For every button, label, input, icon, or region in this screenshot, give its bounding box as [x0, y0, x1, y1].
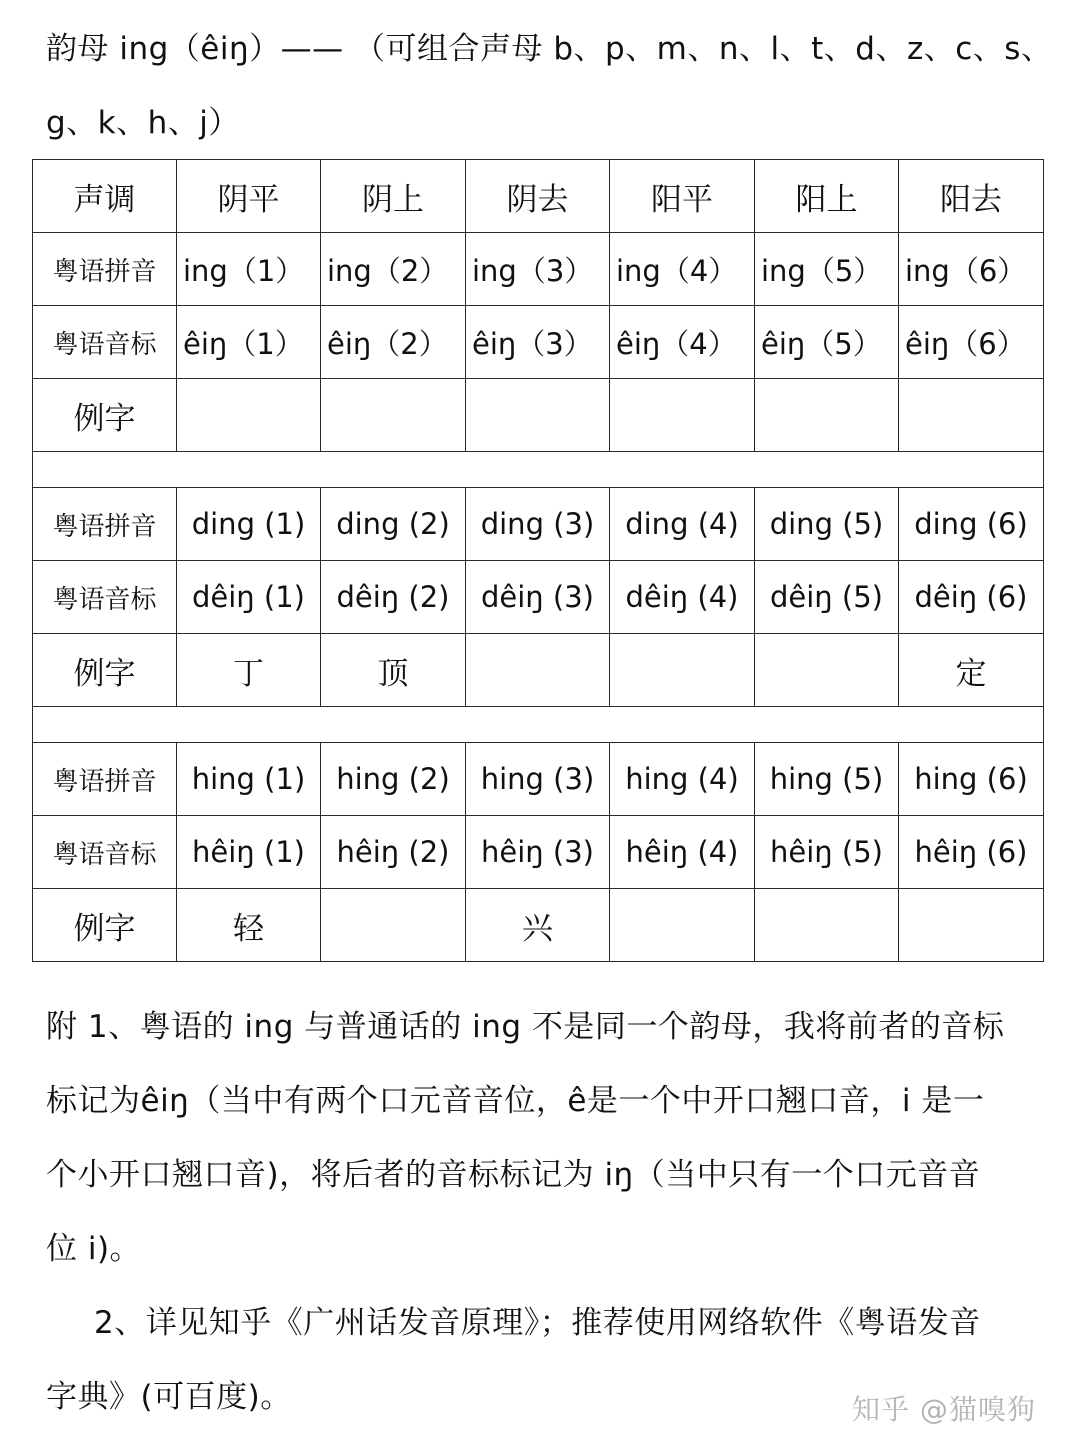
example-cell [755, 379, 899, 452]
table-row-example [33, 889, 1044, 962]
phonetic-cell: dêiŋ (6) [899, 561, 1044, 634]
example-cell: 兴 [466, 889, 610, 962]
example-cell [899, 889, 1044, 962]
row-label-phonetic: 粤语音标 [33, 816, 177, 889]
phonetic-cell: êiŋ（2） [321, 306, 466, 379]
phonetic-cell: hêiŋ (5) [755, 816, 899, 889]
example-cell [321, 379, 466, 452]
note-1-paragraph [46, 990, 1036, 1286]
table-row-example [33, 379, 1044, 452]
example-cell [466, 634, 610, 707]
table-row-phonetic [33, 306, 1044, 379]
pinyin-cell: hing (2) [321, 743, 466, 816]
example-cell [610, 634, 755, 707]
phonetic-cell: êiŋ（1） [177, 306, 321, 379]
example-cell: 顶 [321, 634, 466, 707]
example-cell [755, 634, 899, 707]
pinyin-cell: ing（6） [899, 233, 1044, 306]
row-label-pinyin: 粤语拼音 [33, 233, 177, 306]
pinyin-cell: ding (4) [610, 488, 755, 561]
example-cell [610, 889, 755, 962]
pinyin-cell: hing (3) [466, 743, 610, 816]
row-label-example: 例字 [33, 379, 177, 452]
note-1-line: 个小开口翘口音)，将后者的音标标记为 iŋ（当中只有一个口元音音 [46, 1157, 981, 1193]
row-label-phonetic: 粤语音标 [33, 561, 177, 634]
note-1-line: 标记为êiŋ（当中有两个口元音音位，ê是一个中开口翘口音，i 是一 [46, 1083, 985, 1119]
row-label-example: 例字 [33, 889, 177, 962]
example-cell [321, 889, 466, 962]
pinyin-cell: ing（2） [321, 233, 466, 306]
table-row-pinyin [33, 743, 1044, 816]
pinyin-cell: ding (3) [466, 488, 610, 561]
phonetic-cell: dêiŋ (4) [610, 561, 755, 634]
phonetic-cell: hêiŋ (4) [610, 816, 755, 889]
pinyin-cell: ding (6) [899, 488, 1044, 561]
phonetic-cell: dêiŋ (2) [321, 561, 466, 634]
pinyin-cell: ding (5) [755, 488, 899, 561]
note-1-line: 位 i)。 [46, 1231, 142, 1267]
tone-yangshang: 阳上 [755, 160, 899, 233]
spacer-cell [33, 707, 1044, 743]
table-spacer-row [33, 452, 1044, 488]
table-spacer-row [33, 707, 1044, 743]
phonetic-cell: êiŋ（3） [466, 306, 610, 379]
example-cell [755, 889, 899, 962]
table-row-example [33, 634, 1044, 707]
pinyin-cell: hing (6) [899, 743, 1044, 816]
header-label: 声调 [33, 160, 177, 233]
phonetic-cell: êiŋ（6） [899, 306, 1044, 379]
row-label-pinyin: 粤语拼音 [33, 743, 177, 816]
tone-header-row [33, 160, 1044, 233]
phonetic-cell: hêiŋ (1) [177, 816, 321, 889]
example-cell [899, 379, 1044, 452]
example-cell: 轻 [177, 889, 321, 962]
example-cell [466, 379, 610, 452]
note-2-line: 2、详见知乎《广州话发音原理》；推荐使用网络软件《粤语发音 [94, 1305, 981, 1341]
row-label-example: 例字 [33, 634, 177, 707]
phonetic-cell: hêiŋ (2) [321, 816, 466, 889]
note-2-line: 字典》(可百度)。 [46, 1379, 292, 1415]
phonetic-cell: dêiŋ (5) [755, 561, 899, 634]
pinyin-cell: ing（5） [755, 233, 899, 306]
tone-yinqu: 阴去 [466, 160, 610, 233]
pinyin-cell: ing（4） [610, 233, 755, 306]
row-label-pinyin: 粤语拼音 [33, 488, 177, 561]
pinyin-cell: ing（3） [466, 233, 610, 306]
example-cell [177, 379, 321, 452]
phonetic-cell: dêiŋ (1) [177, 561, 321, 634]
intro-paragraph [46, 12, 1053, 160]
intro-line-2: g、k、h、j） [46, 105, 240, 141]
table-row-pinyin [33, 233, 1044, 306]
example-cell [610, 379, 755, 452]
table-row-pinyin [33, 488, 1044, 561]
example-cell: 丁 [177, 634, 321, 707]
pinyin-cell: hing (4) [610, 743, 755, 816]
row-label-phonetic: 粤语音标 [33, 306, 177, 379]
zhihu-watermark: 知乎 @猫嗅狗 [852, 1393, 1036, 1426]
example-cell: 定 [899, 634, 1044, 707]
table-row-phonetic [33, 561, 1044, 634]
spacer-cell [33, 452, 1044, 488]
phonetic-cell: êiŋ（5） [755, 306, 899, 379]
tone-yinshang: 阴上 [321, 160, 466, 233]
tone-table [32, 159, 1044, 962]
phonetic-cell: hêiŋ (6) [899, 816, 1044, 889]
phonetic-cell: hêiŋ (3) [466, 816, 610, 889]
tone-yangping: 阳平 [610, 160, 755, 233]
pinyin-cell: hing (1) [177, 743, 321, 816]
phonetic-cell: êiŋ（4） [610, 306, 755, 379]
pinyin-cell: ding (1) [177, 488, 321, 561]
phonetic-cell: dêiŋ (3) [466, 561, 610, 634]
tone-yinping: 阴平 [177, 160, 321, 233]
note-1-line: 附 1、粤语的 ing 与普通话的 ing 不是同一个韵母，我将前者的音标 [46, 1009, 1005, 1045]
intro-line-1: 韵母 ing（êiŋ）—— （可组合声母 b、p、m、n、l、t、d、z、c、s、 [46, 31, 1053, 67]
pinyin-cell: ing（1） [177, 233, 321, 306]
table-row-phonetic [33, 816, 1044, 889]
pinyin-cell: hing (5) [755, 743, 899, 816]
tone-yangqu: 阳去 [899, 160, 1044, 233]
pinyin-cell: ding (2) [321, 488, 466, 561]
